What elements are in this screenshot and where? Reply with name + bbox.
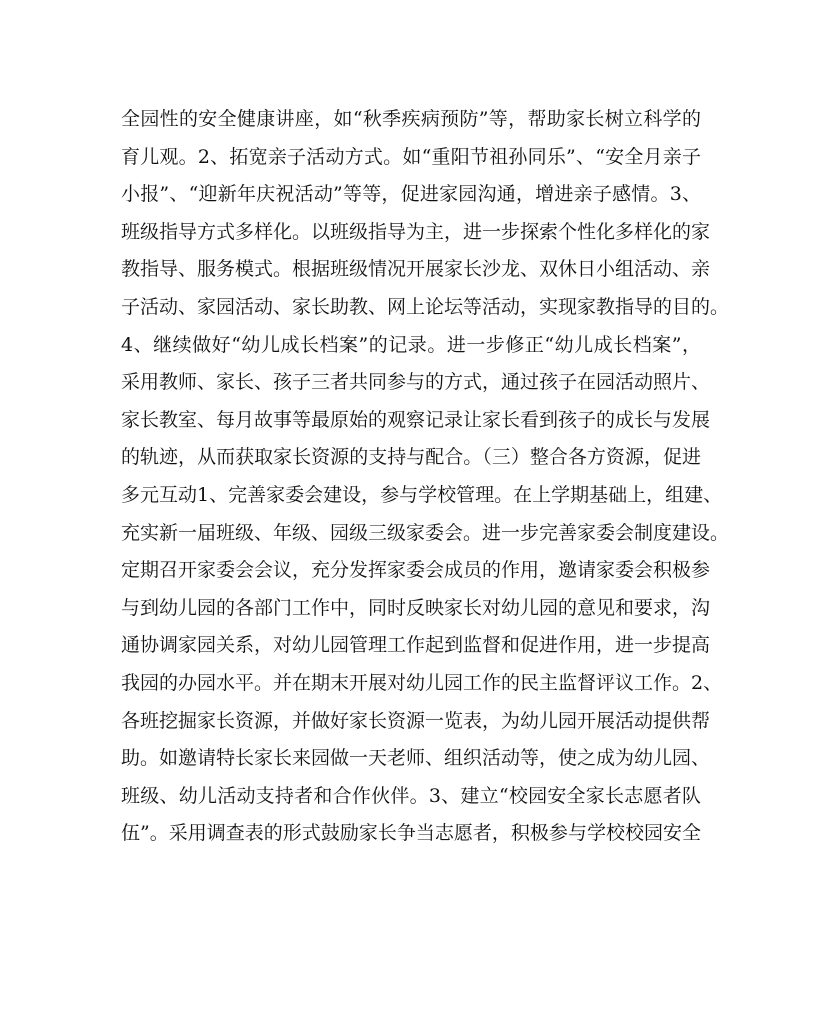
text-line: 子活动、家园活动、家长助教、网上论坛等活动，实现家教指导的目的。 bbox=[121, 295, 730, 318]
text-line: 教指导、服务模式。根据班级情况开展家长沙龙、双休日小组活动、亲 bbox=[121, 258, 711, 281]
text-line: 采用教师、家长、孩子三者共同参与的方式，通过孩子在园活动照片、 bbox=[121, 371, 711, 394]
text-line: 充实新一届班级、年级、园级三级家委会。进一步完善家委会制度建设。 bbox=[121, 521, 730, 544]
text-line: 家长教室、每月故事等最原始的观察记录让家长看到孩子的成长与发展 bbox=[121, 408, 711, 431]
text-line: 助。如邀请特长家长来园做一天老师、组织活动等，使之成为幼儿园、 bbox=[121, 747, 711, 770]
text-line: 我园的办园水平。并在期末开展对幼儿园工作的民主监督评议工作。2、 bbox=[121, 671, 723, 694]
text-line: 多元互动1、完善家委会建设，参与学校管理。在上学期基础上，组建、 bbox=[121, 483, 723, 506]
text-line: 各班挖掘家长资源，并做好家长资源一览表，为幼儿园开展活动提供帮 bbox=[121, 709, 711, 732]
text-line: 班级指导方式多样化。以班级指导为主，进一步探索个性化多样化的家 bbox=[121, 220, 711, 243]
text-line: 班级、幼儿活动支持者和合作伙伴。3、建立“校园安全家长志愿者队 bbox=[121, 784, 701, 807]
text-line: 的轨迹，从而获取家长资源的支持与配合。（三）整合各方资源，促进 bbox=[121, 446, 701, 469]
body-text bbox=[121, 101, 730, 853]
text-line: 伍”。采用调查表的形式鼓励家长争当志愿者，积极参与学校校园安全 bbox=[121, 822, 701, 845]
text-line: 通协调家园关系，对幼儿园管理工作起到监督和促进作用，进一步提高 bbox=[121, 634, 711, 657]
text-line: 与到幼儿园的各部门工作中，同时反映家长对幼儿园的意见和要求，沟 bbox=[121, 596, 711, 619]
text-line: 小报”、“迎新年庆祝活动”等等，促进家园沟通，增进亲子感情。3、 bbox=[121, 183, 701, 206]
text-line: 4、继续做好“幼儿成长档案”的记录。进一步修正“幼儿成长档案”， bbox=[121, 333, 701, 356]
text-line: 定期召开家委会会议，充分发挥家委会成员的作用，邀请家委会积极参 bbox=[121, 559, 711, 582]
text-line: 育儿观。2、拓宽亲子活动方式。如“重阳节祖孙同乐”、“安全月亲子 bbox=[121, 145, 701, 168]
text-line: 全园性的安全健康讲座，如“秋季疾病预防”等，帮助家长树立科学的 bbox=[121, 108, 701, 130]
